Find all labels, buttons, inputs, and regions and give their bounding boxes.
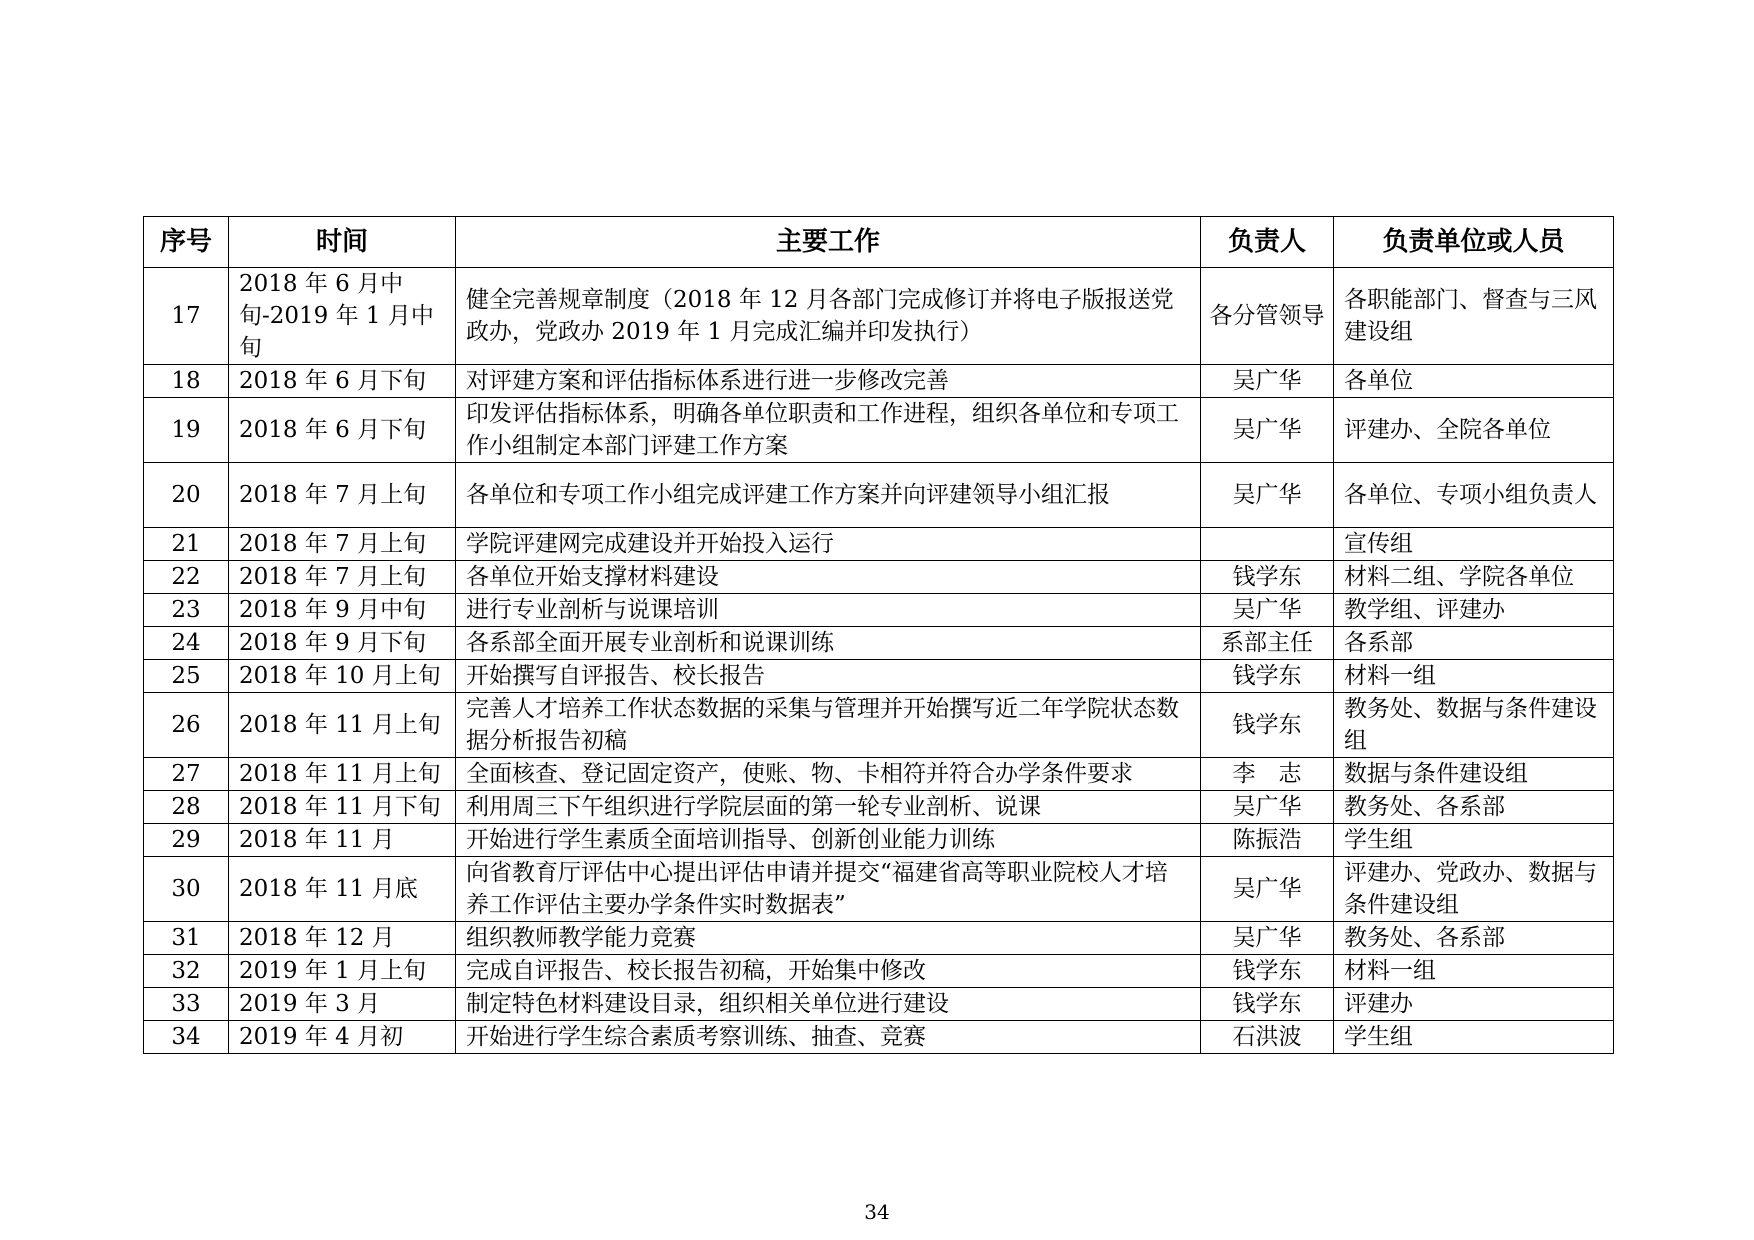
- cell-responsible-unit: 各单位: [1334, 365, 1614, 398]
- cell-person-in-charge: 钱学东: [1201, 988, 1334, 1021]
- cell-main-work: 对评建方案和评估指标体系进行进一步修改完善: [456, 365, 1201, 398]
- cell-serial-number: 32: [144, 955, 229, 988]
- cell-person-in-charge: 吴广华: [1201, 463, 1334, 528]
- cell-responsible-unit: 宣传组: [1334, 528, 1614, 561]
- cell-person-in-charge: 吴广华: [1201, 594, 1334, 627]
- cell-time: 2018 年 9 月中旬: [229, 594, 456, 627]
- cell-main-work: 组织教师教学能力竞赛: [456, 922, 1201, 955]
- cell-responsible-unit: 学生组: [1334, 1021, 1614, 1054]
- cell-time: 2018 年 7 月上旬: [229, 463, 456, 528]
- table-row: [144, 1021, 1614, 1054]
- cell-serial-number: 24: [144, 627, 229, 660]
- table-row: [144, 594, 1614, 627]
- cell-responsible-unit: 教学组、评建办: [1334, 594, 1614, 627]
- cell-main-work: 学院评建网完成建设并开始投入运行: [456, 528, 1201, 561]
- cell-responsible-unit: 评建办、全院各单位: [1334, 398, 1614, 463]
- cell-person-in-charge: 钱学东: [1201, 955, 1334, 988]
- cell-person-in-charge: 吴广华: [1201, 365, 1334, 398]
- cell-time: 2018 年 6 月中旬-2019 年 1 月中旬: [229, 268, 456, 365]
- cell-time: 2019 年 3 月: [229, 988, 456, 1021]
- cell-serial-number: 34: [144, 1021, 229, 1054]
- table-row: [144, 268, 1614, 365]
- table-row: [144, 365, 1614, 398]
- table-row: [144, 955, 1614, 988]
- cell-serial-number: 17: [144, 268, 229, 365]
- cell-serial-number: 26: [144, 693, 229, 758]
- cell-time: 2018 年 10 月上旬: [229, 660, 456, 693]
- header-responsible-unit: 负责单位或人员: [1334, 217, 1614, 268]
- cell-time: 2018 年 7 月上旬: [229, 528, 456, 561]
- cell-time: 2018 年 6 月下旬: [229, 365, 456, 398]
- cell-main-work: 向省教育厅评估中心提出评估申请并提交“福建省高等职业院校人才培养工作评估主要办学条件实时数据表”: [456, 857, 1201, 922]
- header-time: 时间: [229, 217, 456, 268]
- cell-main-work: 各单位和专项工作小组完成评建工作方案并向评建领导小组汇报: [456, 463, 1201, 528]
- cell-time: 2018 年 9 月下旬: [229, 627, 456, 660]
- table-row: [144, 463, 1614, 528]
- cell-person-in-charge: 吴广华: [1201, 922, 1334, 955]
- cell-serial-number: 33: [144, 988, 229, 1021]
- cell-responsible-unit: 各系部: [1334, 627, 1614, 660]
- cell-responsible-unit: 材料一组: [1334, 955, 1614, 988]
- cell-time: 2018 年 12 月: [229, 922, 456, 955]
- cell-main-work: 健全完善规章制度（2018 年 12 月各部门完成修订并将电子版报送党政办，党政办 2019 年 1 月完成汇编并印发执行）: [456, 268, 1201, 365]
- cell-responsible-unit: 评建办、党政办、数据与条件建设组: [1334, 857, 1614, 922]
- cell-person-in-charge: 陈振浩: [1201, 824, 1334, 857]
- table-row: [144, 922, 1614, 955]
- table-row: [144, 857, 1614, 922]
- table-row: [144, 627, 1614, 660]
- table-row: [144, 758, 1614, 791]
- cell-serial-number: 21: [144, 528, 229, 561]
- header-person-in-charge: 负责人: [1201, 217, 1334, 268]
- cell-person-in-charge: 吴广华: [1201, 398, 1334, 463]
- cell-person-in-charge: 钱学东: [1201, 693, 1334, 758]
- cell-time: 2018 年 6 月下旬: [229, 398, 456, 463]
- cell-person-in-charge: 石洪波: [1201, 1021, 1334, 1054]
- table-row: [144, 988, 1614, 1021]
- cell-main-work: 完成自评报告、校长报告初稿，开始集中修改: [456, 955, 1201, 988]
- cell-serial-number: 28: [144, 791, 229, 824]
- cell-serial-number: 18: [144, 365, 229, 398]
- cell-time: 2018 年 11 月: [229, 824, 456, 857]
- cell-time: 2018 年 11 月上旬: [229, 758, 456, 791]
- cell-serial-number: 31: [144, 922, 229, 955]
- cell-main-work: 利用周三下午组织进行学院层面的第一轮专业剖析、说课: [456, 791, 1201, 824]
- cell-responsible-unit: 材料二组、学院各单位: [1334, 561, 1614, 594]
- cell-time: 2018 年 7 月上旬: [229, 561, 456, 594]
- cell-time: 2019 年 4 月初: [229, 1021, 456, 1054]
- cell-main-work: 进行专业剖析与说课培训: [456, 594, 1201, 627]
- cell-serial-number: 19: [144, 398, 229, 463]
- cell-serial-number: 23: [144, 594, 229, 627]
- cell-responsible-unit: 教务处、数据与条件建设组: [1334, 693, 1614, 758]
- cell-person-in-charge: 钱学东: [1201, 660, 1334, 693]
- cell-person-in-charge: 李 志: [1201, 758, 1334, 791]
- table-row: [144, 824, 1614, 857]
- table-row: [144, 660, 1614, 693]
- cell-person-in-charge: 吴广华: [1201, 791, 1334, 824]
- cell-responsible-unit: 教务处、各系部: [1334, 791, 1614, 824]
- table-row: [144, 528, 1614, 561]
- cell-responsible-unit: 各单位、专项小组负责人: [1334, 463, 1614, 528]
- cell-responsible-unit: 教务处、各系部: [1334, 922, 1614, 955]
- cell-main-work: 开始进行学生素质全面培训指导、创新创业能力训练: [456, 824, 1201, 857]
- table-row: [144, 561, 1614, 594]
- cell-time: 2018 年 11 月下旬: [229, 791, 456, 824]
- cell-main-work: 全面核查、登记固定资产，使账、物、卡相符并符合办学条件要求: [456, 758, 1201, 791]
- header-main-work: 主要工作: [456, 217, 1201, 268]
- cell-responsible-unit: 数据与条件建设组: [1334, 758, 1614, 791]
- schedule-table: [143, 216, 1614, 1054]
- cell-time: 2018 年 11 月上旬: [229, 693, 456, 758]
- cell-main-work: 开始进行学生综合素质考察训练、抽查、竞赛: [456, 1021, 1201, 1054]
- table-row: [144, 693, 1614, 758]
- cell-person-in-charge: 系部主任: [1201, 627, 1334, 660]
- table-header-row: [144, 217, 1614, 268]
- page-number: 34: [864, 1200, 890, 1224]
- cell-main-work: 制定特色材料建设目录，组织相关单位进行建设: [456, 988, 1201, 1021]
- cell-serial-number: 30: [144, 857, 229, 922]
- cell-person-in-charge: 吴广华: [1201, 857, 1334, 922]
- cell-time: 2018 年 11 月底: [229, 857, 456, 922]
- cell-person-in-charge: 钱学东: [1201, 561, 1334, 594]
- cell-responsible-unit: 材料一组: [1334, 660, 1614, 693]
- cell-serial-number: 29: [144, 824, 229, 857]
- cell-main-work: 开始撰写自评报告、校长报告: [456, 660, 1201, 693]
- cell-serial-number: 20: [144, 463, 229, 528]
- cell-person-in-charge: 各分管领导: [1201, 268, 1334, 365]
- header-serial-number: 序号: [144, 217, 229, 268]
- cell-responsible-unit: 各职能部门、督查与三风建设组: [1334, 268, 1614, 365]
- cell-main-work: 各单位开始支撑材料建设: [456, 561, 1201, 594]
- table-row: [144, 791, 1614, 824]
- cell-main-work: 各系部全面开展专业剖析和说课训练: [456, 627, 1201, 660]
- cell-time: 2019 年 1 月上旬: [229, 955, 456, 988]
- cell-main-work: 完善人才培养工作状态数据的采集与管理并开始撰写近二年学院状态数据分析报告初稿: [456, 693, 1201, 758]
- cell-responsible-unit: 学生组: [1334, 824, 1614, 857]
- cell-serial-number: 27: [144, 758, 229, 791]
- table-row: [144, 398, 1614, 463]
- cell-person-in-charge: [1201, 528, 1334, 561]
- cell-serial-number: 22: [144, 561, 229, 594]
- cell-serial-number: 25: [144, 660, 229, 693]
- cell-main-work: 印发评估指标体系，明确各单位职责和工作进程，组织各单位和专项工作小组制定本部门评建工作方案: [456, 398, 1201, 463]
- cell-responsible-unit: 评建办: [1334, 988, 1614, 1021]
